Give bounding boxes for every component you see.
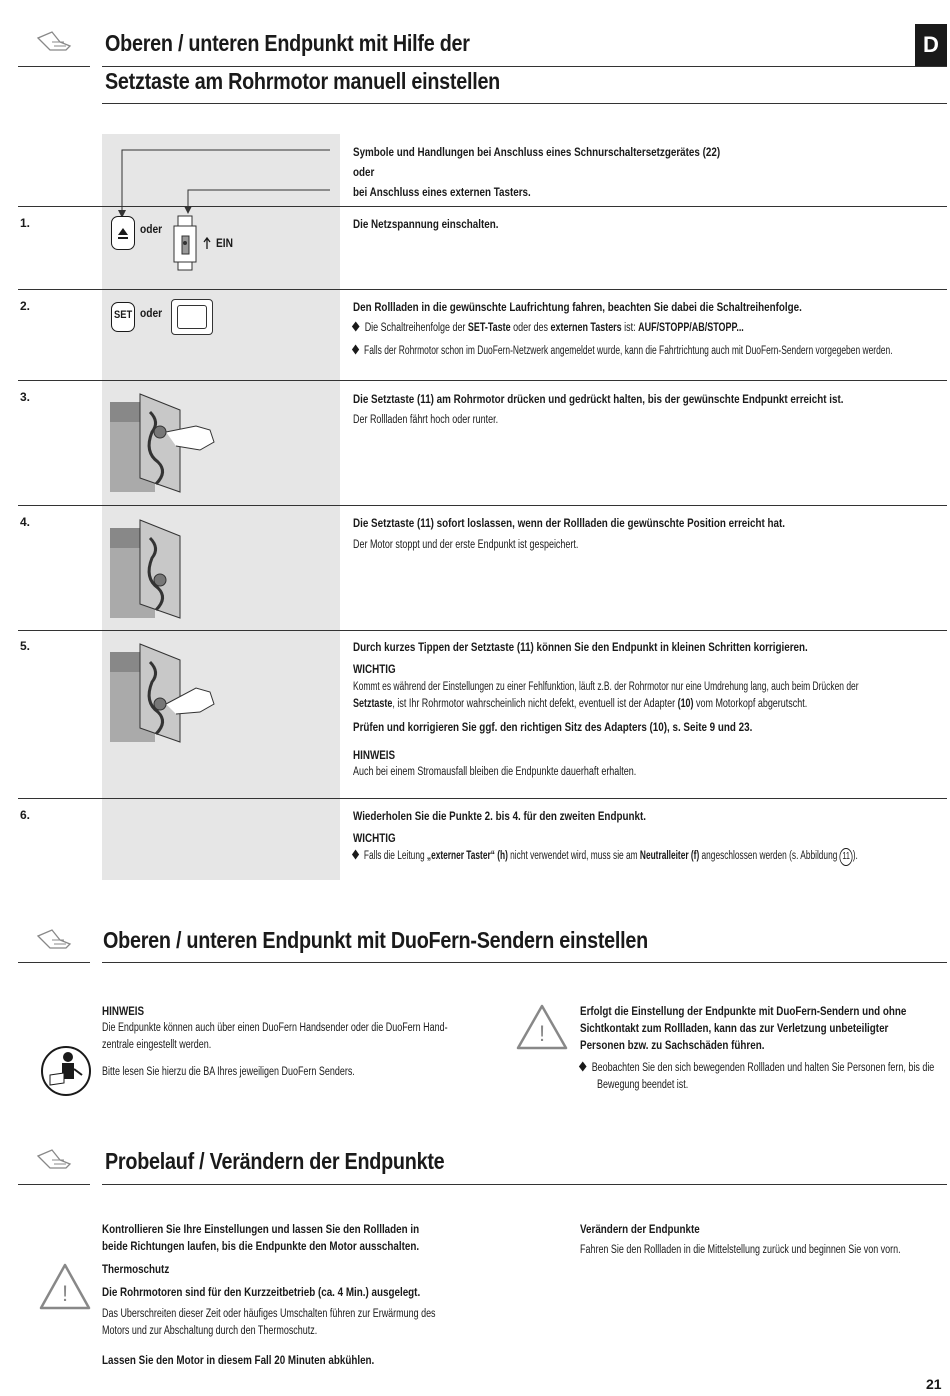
circuit-breaker-icon bbox=[170, 214, 200, 272]
section3-l3: Die Rohrmotoren sind für den Kurzzeitbetrieb (ca. 4 Min.) ausgelegt. bbox=[102, 1285, 421, 1299]
step3-text: Die Setztaste (11) am Rohrmotor drücken und gedrückt halten, bis der gewünschte Endpunkt erreicht ist. bbox=[353, 392, 844, 406]
chapter-tab: D bbox=[915, 24, 947, 66]
intro-line3: bei Anschluss eines externen Tasters. bbox=[353, 185, 531, 199]
arrow-up-icon bbox=[202, 236, 212, 250]
step2-bullet2: Falls der Rohrmotor schon im DuoFern-Netzwerk angemeldet wurde, kann die Fahrtrichtung auch mit DuoFern-Sendern vorgegeben werden. bbox=[353, 343, 893, 360]
step1-text: Die Netzspannung einschalten. bbox=[353, 217, 499, 231]
section1-title-line1: Oberen / unteren Endpunkt mit Hilfe der bbox=[105, 30, 470, 56]
section2-h-line3: Bitte lesen Sie hierzu die BA Ihres jeweiligen DuoFern Senders. bbox=[102, 1066, 355, 1078]
step5-hinweis: HINWEIS bbox=[353, 748, 396, 762]
motor-release-illustration bbox=[110, 518, 220, 620]
step5-w3: Prüfen und korrigieren Sie ggf. den richtigen Sitz des Adapters (10), s. Seite 9 und 23. bbox=[353, 720, 753, 734]
step5-text: Durch kurzes Tippen der Setztaste (11) können Sie den Endpunkt in kleinen Schritten korrigieren. bbox=[353, 640, 808, 654]
step2-bullet1: Die Schaltreihenfolge der SET-Taste oder des externen Tasters ist: AUF/STOPP/AB/STOPP... bbox=[353, 320, 744, 337]
warn-bullet-line2: Bewegung beendet ist. bbox=[597, 1079, 689, 1091]
motor-press-illustration bbox=[110, 392, 220, 494]
section3-l5: Motors und zur Abschaltung durch den Thermoschutz. bbox=[102, 1325, 318, 1337]
step5-h1: Auch bei einem Stromausfall bleiben die Endpunkte dauerhaft erhalten. bbox=[353, 766, 637, 778]
set-label: SET bbox=[114, 309, 133, 321]
section2-title: Oberen / unteren Endpunkt mit DuoFern-Sendern einstellen bbox=[103, 927, 648, 953]
set-button-icon bbox=[111, 302, 135, 332]
section3-thermo: Thermoschutz bbox=[102, 1262, 170, 1276]
intro-line1: Symbole und Handlungen bei Anschluss eines Schnurschaltersetzgerätes (22) bbox=[353, 145, 721, 159]
step5-w2: Setztaste, ist Ihr Rohrmotor wahrscheinlich nicht defekt, eventuell ist der Adapter (10) vom Motorkopf abgerutscht. bbox=[353, 698, 808, 710]
warning-triangle-icon bbox=[515, 1003, 569, 1051]
step-number: 5. bbox=[20, 639, 31, 653]
step-number: 4. bbox=[20, 515, 31, 529]
step3-sub: Der Rollladen fährt hoch oder runter. bbox=[353, 414, 499, 426]
section3-title: Probelauf / Verändern der Endpunkte bbox=[105, 1148, 445, 1174]
step4-text: Die Setztaste (11) sofort loslassen, wenn der Rollladen die gewünschte Position erreicht hat. bbox=[353, 516, 785, 530]
motor-tap-illustration bbox=[110, 642, 220, 744]
ein-label: EIN bbox=[216, 236, 234, 250]
svg-text:!: ! bbox=[538, 1021, 546, 1046]
step-number: 6. bbox=[20, 808, 31, 822]
section3-right-text: Fahren Sie den Rollladen in die Mittelstellung zurück und beginnen Sie von vorn. bbox=[580, 1244, 901, 1256]
step-number: 3. bbox=[20, 390, 31, 404]
hand-pointer-icon bbox=[36, 926, 72, 956]
intro-line2: oder bbox=[353, 165, 375, 179]
step-number: 2. bbox=[20, 299, 31, 313]
section2-h-line1: Die Endpunkte können auch über einen DuoFern Handsender oder die DuoFern Hand- bbox=[102, 1022, 448, 1034]
warn-line3: Personen bzw. zu Sachschäden führen. bbox=[580, 1038, 765, 1052]
read-manual-icon bbox=[40, 1045, 92, 1097]
step-number: 1. bbox=[20, 216, 31, 230]
step5-w1: Kommt es während der Einstellungen zu einer Fehlfunktion, läuft z.B. der Rohrmotor nur eine Umdrehung lang, auch beim Drücken der bbox=[353, 681, 859, 693]
warn-line2: Sichtkontakt zum Rollladen, kann das zur Verletzung unbeteiligter bbox=[580, 1021, 889, 1035]
section3-l1: Kontrollieren Sie Ihre Einstellungen und lassen Sie den Rollladen in bbox=[102, 1222, 420, 1236]
section3-l4: Das Überschreiten dieser Zeit oder häufiges Umschalten führen zur Erwärmung des bbox=[102, 1308, 436, 1320]
hand-pointer-icon bbox=[36, 1146, 72, 1176]
up-button-icon bbox=[111, 216, 135, 250]
connector-lines bbox=[102, 134, 342, 224]
external-button-icon bbox=[171, 299, 213, 335]
step6-bullet: Falls die Leitung „externer Taster“ (h) nicht verwendet wird, muss sie am Neutralleiter (f) angeschlossen werden (s. Abbildung 11 ). bbox=[353, 848, 858, 866]
section2-h-line2: zentrale eingestellt werden. bbox=[102, 1039, 212, 1051]
step4-sub: Der Motor stoppt und der erste Endpunkt ist gespeichert. bbox=[353, 539, 579, 551]
svg-text:!: ! bbox=[61, 1281, 69, 1306]
oder-label: oder bbox=[140, 306, 163, 320]
section3-l6: Lassen Sie den Motor in diesem Fall 20 Minuten abkühlen. bbox=[102, 1353, 375, 1367]
step5-wichtig: WICHTIG bbox=[353, 662, 396, 676]
hand-pointer-icon bbox=[36, 28, 72, 58]
oder-label: oder bbox=[140, 222, 163, 236]
section3-right-title: Verändern der Endpunkte bbox=[580, 1222, 700, 1236]
warning-triangle-icon bbox=[38, 1262, 92, 1312]
warn-line1: Erfolgt die Einstellung der Endpunkte mit DuoFern-Sendern und ohne bbox=[580, 1004, 907, 1018]
step6-text: Wiederholen Sie die Punkte 2. bis 4. für den zweiten Endpunkt. bbox=[353, 809, 646, 823]
page-number: 21 bbox=[926, 1376, 942, 1392]
step2-text: Den Rollladen in die gewünschte Laufrichtung fahren, beachten Sie dabei die Schaltreihenfolge. bbox=[353, 300, 802, 314]
step6-wichtig: WICHTIG bbox=[353, 831, 396, 845]
section3-l2: beide Richtungen laufen, bis die Endpunkte den Motor ausschalten. bbox=[102, 1239, 420, 1253]
figure-ref-badge: 11 bbox=[840, 848, 853, 866]
section2-hinweis: HINWEIS bbox=[102, 1004, 145, 1018]
warn-bullet-line1: Beobachten Sie den sich bewegenden Rollladen und halten Sie Personen fern, bis die bbox=[580, 1060, 934, 1077]
section1-title-line2: Setztaste am Rohrmotor manuell einstellen bbox=[105, 68, 501, 94]
